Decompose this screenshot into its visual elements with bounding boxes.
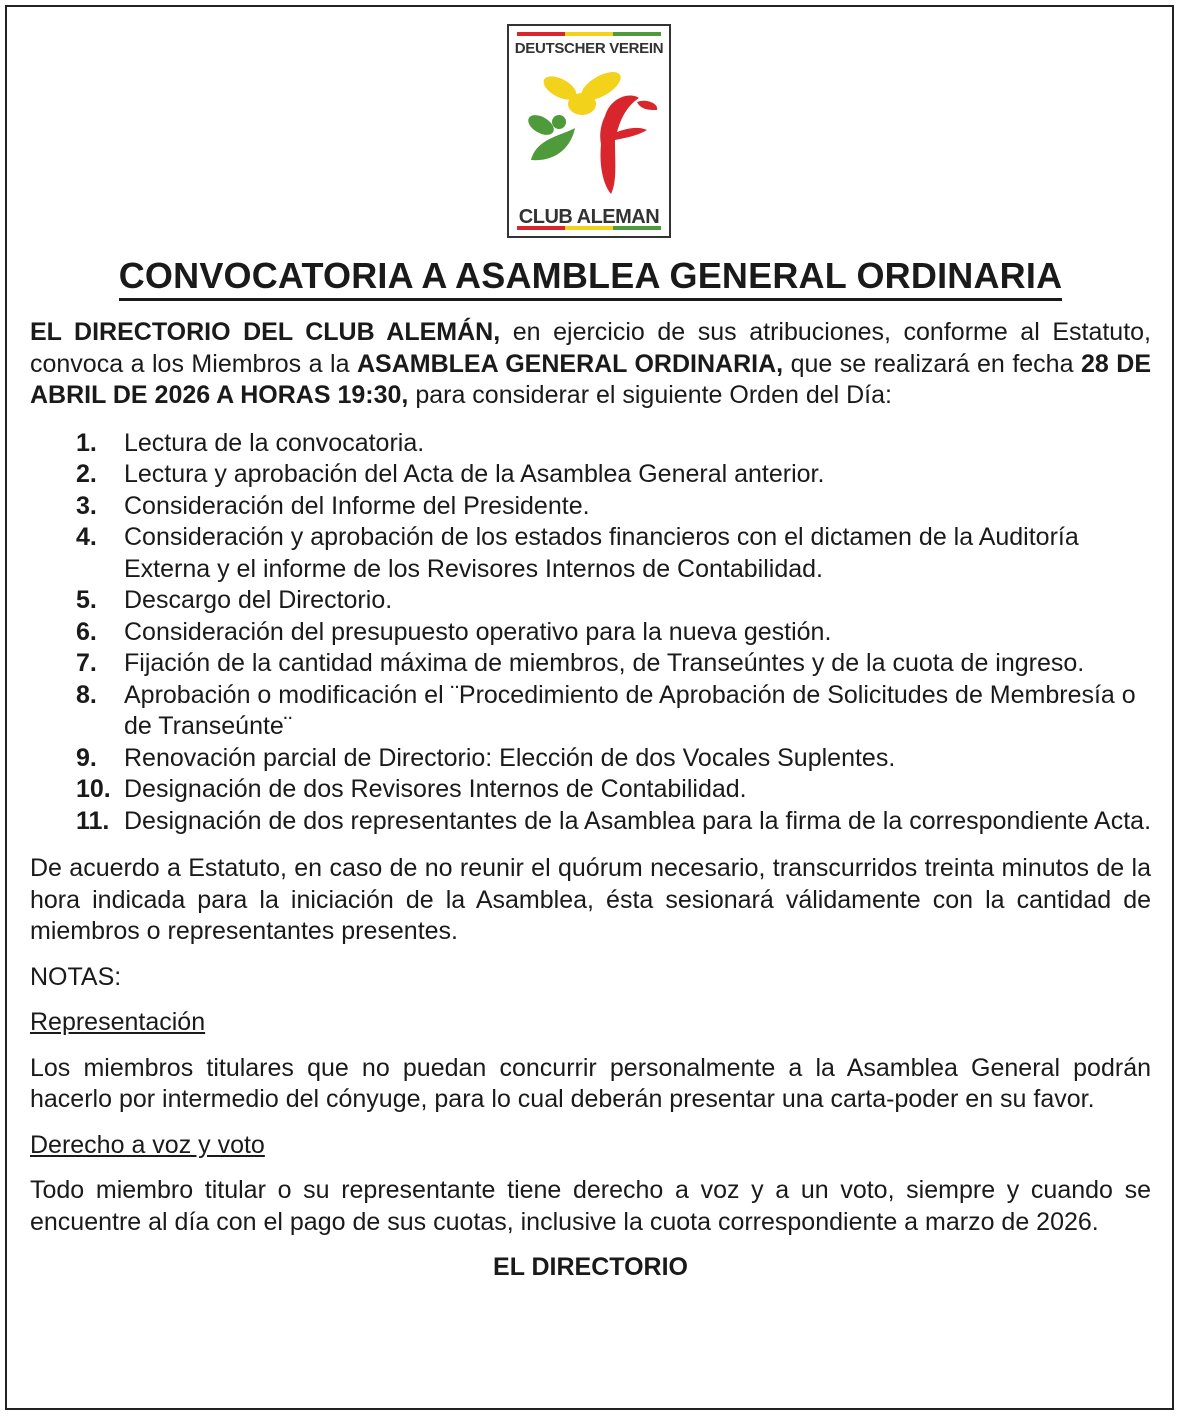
agenda-item-text: Renovación parcial de Directorio: Elección de dos Vocales Suplentes. — [124, 743, 896, 772]
agenda-item — [30, 459, 1151, 491]
agenda-item — [30, 680, 1151, 743]
club-logo-figures-icon — [509, 26, 669, 236]
agenda-item — [30, 617, 1151, 649]
agenda-item-text: Descargo del Directorio. — [124, 586, 393, 614]
representation-paragraph: Los miembros titulares que no puedan concurrir personalmente a la Asamblea General podrán hacerlo por intermedio del cónyuge, para lo cual deberán presentar una carta-poder en su favor. — [30, 1053, 1151, 1113]
agenda-item — [30, 491, 1151, 523]
agenda-item-text: Lectura de la convocatoria. — [124, 428, 425, 457]
agenda-item-text: Consideración del presupuesto operativo para la nueva gestión. — [124, 617, 832, 646]
agenda-item — [30, 806, 1151, 838]
agenda-item-text: Lectura y aprobación del Acta de la Asamblea General anterior. — [124, 460, 825, 488]
agenda-item — [30, 648, 1151, 680]
quorum-paragraph: De acuerdo a Estatuto, en caso de no reunir el quórum necesario, transcurridos treinta minutos de la hora indicada para la iniciación de la Asamblea, ésta sesionará válidamente con la cantidad de miembros o representantes presentes. — [30, 854, 1151, 945]
agenda-item-number: 3. — [76, 491, 97, 520]
intro-text-3: para considerar el siguiente Orden del Día: — [408, 381, 892, 409]
representation-heading: Representación — [30, 1008, 206, 1036]
agenda-item-number: 5. — [76, 586, 97, 614]
agenda-item-text: Designación de dos Revisores Internos de Contabilidad. — [124, 775, 747, 803]
intro-text-2: que se realizará en fecha — [783, 349, 1081, 378]
intro-bold-directorio: EL DIRECTORIO DEL CLUB ALEMÁN, — [30, 318, 501, 346]
signature: EL DIRECTORIO — [493, 1253, 688, 1281]
page-title-text: CONVOCATORIA A ASAMBLEA GENERAL ORDINARIA — [119, 255, 1063, 301]
logo-bottom-text: CLUB ALEMAN — [518, 206, 660, 228]
agenda-item-text: Designación de dos representantes de la Asamblea para la firma de la correspondiente Acta. — [124, 806, 1152, 835]
agenda-item-number: 11. — [76, 806, 110, 835]
page-title — [0, 255, 1181, 297]
agenda-item-text: Aprobación o modificación el ¨Procedimiento de Aprobación de Solicitudes de Membresía o de Transeúnte¨ — [124, 680, 1136, 740]
notice-body — [30, 317, 1151, 1284]
club-logo — [507, 24, 671, 238]
agenda-item-number: 4. — [76, 523, 97, 551]
agenda-list — [30, 428, 1151, 838]
agenda-item-number: 8. — [76, 680, 97, 709]
intro-bold-asamblea: ASAMBLEA GENERAL ORDINARIA, — [357, 349, 784, 378]
agenda-item-text: Consideración y aprobación de los estados financieros con el dictamen de la Auditoría Externa y el informe de los Revisores Internos de Contabilidad. — [124, 523, 1079, 583]
intro-paragraph — [30, 317, 1151, 412]
agenda-item-number: 1. — [76, 428, 97, 457]
agenda-item — [30, 743, 1151, 775]
notes-label: NOTAS: — [30, 962, 122, 991]
intro-bold-fecha: 28 DE ABRIL DE 2026 A HORAS 19:30, — [30, 349, 1151, 409]
agenda-item-number: 6. — [76, 617, 97, 646]
agenda-item — [30, 774, 1151, 806]
agenda-item-number: 2. — [76, 460, 97, 488]
agenda-item — [30, 428, 1151, 460]
agenda-item-number: 9. — [76, 743, 97, 772]
agenda-item-text: Consideración del Informe del Presidente. — [124, 491, 590, 520]
agenda-item-number: 7. — [76, 649, 97, 677]
agenda-item — [30, 522, 1151, 585]
voting-paragraph: Todo miembro titular o su representante tiene derecho a voz y a un voto, siempre y cuando se encuentre al día con el pago de sus cuotas, inclusive la cuota correspondiente a marzo de 2026. — [30, 1176, 1151, 1236]
logo-top-text: DEUTSCHER VEREIN — [514, 40, 664, 57]
voting-heading: Derecho a voz y voto — [30, 1130, 265, 1159]
agenda-item — [30, 585, 1151, 617]
intro-text-1: en ejercicio de sus atribuciones, conforme al Estatuto, convoca a los Miembros a la — [30, 318, 1151, 378]
agenda-item-text: Fijación de la cantidad máxima de miembros, de Transeúntes y de la cuota de ingreso. — [124, 649, 1085, 677]
agenda-item-number: 10. — [76, 775, 111, 803]
